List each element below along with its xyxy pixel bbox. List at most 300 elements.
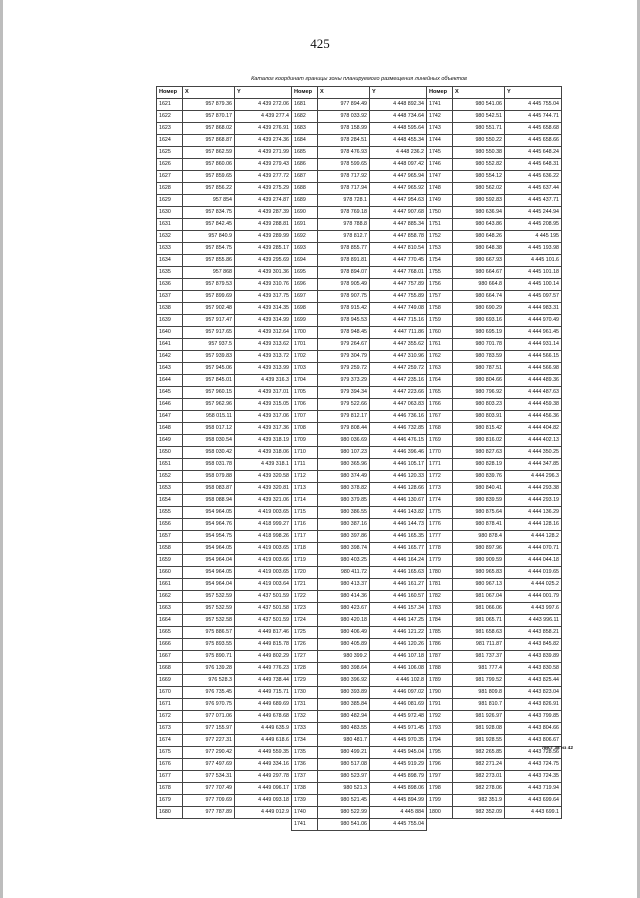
table-row-extra: [157, 819, 562, 831]
y-coordinate: 4 449 817.46: [235, 627, 292, 639]
point-number: 1706: [292, 399, 318, 411]
x-coordinate: 980 541.06: [453, 99, 505, 111]
y-coordinate: 4 447 954.63: [370, 195, 427, 207]
y-coordinate: 4 444 961.45: [505, 327, 562, 339]
y-coordinate: 4 443 823.04: [505, 687, 562, 699]
y-coordinate: 4 444 128.2: [505, 531, 562, 543]
x-coordinate: 957 840.9: [183, 231, 235, 243]
x-coordinate: 978 284.51: [318, 135, 370, 147]
point-number: 1744: [427, 135, 453, 147]
x-coordinate: 957 860.06: [183, 159, 235, 171]
y-coordinate: 4 447 259.72: [370, 363, 427, 375]
x-coordinate: 978 599.65: [318, 159, 370, 171]
y-coordinate: 4 449 815.78: [235, 639, 292, 651]
y-coordinate: 4 443 728.56: [505, 747, 562, 759]
point-number: 1716: [292, 519, 318, 531]
point-number: 1785: [427, 627, 453, 639]
x-coordinate: 980 783.59: [453, 351, 505, 363]
point-number: 1649: [157, 435, 183, 447]
point-number: 1641: [157, 339, 183, 351]
point-number: 1745: [427, 147, 453, 159]
x-coordinate: 979 264.67: [318, 339, 370, 351]
x-coordinate: 980 378.82: [318, 483, 370, 495]
x-coordinate: 981 777.4: [453, 663, 505, 675]
point-number: 1782: [427, 591, 453, 603]
point-number: 1752: [427, 231, 453, 243]
point-number: 1666: [157, 639, 183, 651]
point-number: 1700: [292, 327, 318, 339]
x-coordinate: 980 396.92: [318, 675, 370, 687]
x-coordinate: 980 796.92: [453, 387, 505, 399]
x-coordinate: 957 868.02: [183, 123, 235, 135]
x-coordinate: 982 273.01: [453, 771, 505, 783]
table-row: [157, 315, 562, 327]
point-number: 1667: [157, 651, 183, 663]
point-number: 1662: [157, 591, 183, 603]
point-number: 1768: [427, 423, 453, 435]
y-coordinate: 4 446 120.26: [370, 639, 427, 651]
x-coordinate: 958 030.42: [183, 447, 235, 459]
y-coordinate: 4 446 157.34: [370, 603, 427, 615]
table-row: [157, 375, 562, 387]
x-coordinate: 958 015.11: [183, 411, 235, 423]
point-number: 1775: [427, 507, 453, 519]
point-number: 1727: [292, 651, 318, 663]
y-coordinate: 4 444 350.25: [505, 447, 562, 459]
header-number: Номер: [292, 87, 318, 99]
y-coordinate: 4 444 931.14: [505, 339, 562, 351]
point-number: 1718: [292, 543, 318, 555]
point-number: 1694: [292, 255, 318, 267]
point-number: 1771: [427, 459, 453, 471]
y-coordinate: 4 446 107.18: [370, 651, 427, 663]
x-coordinate: 954 964.05: [183, 543, 235, 555]
point-number: 1693: [292, 243, 318, 255]
y-coordinate: 4 445 195: [505, 231, 562, 243]
x-coordinate: 975 890.71: [183, 651, 235, 663]
point-number: 1621: [157, 99, 183, 111]
x-coordinate: 980 482.94: [318, 711, 370, 723]
y-coordinate: 4 444 025.2: [505, 579, 562, 591]
x-coordinate: 980 386.55: [318, 507, 370, 519]
x-coordinate: 957 962.96: [183, 399, 235, 411]
y-coordinate: 4 444 404.82: [505, 423, 562, 435]
point-number: 1654: [157, 495, 183, 507]
empty-cell: [427, 819, 453, 831]
x-coordinate: 980 517.08: [318, 759, 370, 771]
point-number: 1630: [157, 207, 183, 219]
y-coordinate: 4 448 892.34: [370, 99, 427, 111]
y-coordinate: 4 439 320.58: [235, 471, 292, 483]
x-coordinate: 980 522.99: [318, 807, 370, 819]
y-coordinate: 4 444 293.38: [505, 483, 562, 495]
point-number: 1624: [157, 135, 183, 147]
x-coordinate: 957 960.15: [183, 387, 235, 399]
point-number: 1743: [427, 123, 453, 135]
point-number: 1708: [292, 423, 318, 435]
table-row: [157, 351, 562, 363]
y-coordinate: 4 419 003.64: [235, 579, 292, 591]
table-row: [157, 531, 562, 543]
x-coordinate: 980 562.02: [453, 183, 505, 195]
x-coordinate: 980 690.29: [453, 303, 505, 315]
point-number: 1719: [292, 555, 318, 567]
y-coordinate: 4 443 699.64: [505, 795, 562, 807]
table-row: [157, 807, 562, 819]
x-coordinate: 976 970.75: [183, 699, 235, 711]
point-number: 1638: [157, 303, 183, 315]
point-number: 1758: [427, 303, 453, 315]
point-number: 1683: [292, 123, 318, 135]
table-row: [157, 591, 562, 603]
x-coordinate: 977 497.69: [183, 759, 235, 771]
point-number: 1661: [157, 579, 183, 591]
y-coordinate: 4 443 839.89: [505, 651, 562, 663]
y-coordinate: 4 446 120.33: [370, 471, 427, 483]
point-number: 1714: [292, 495, 318, 507]
point-number: 1766: [427, 399, 453, 411]
table-row: [157, 135, 562, 147]
y-coordinate: 4 448 097.42: [370, 159, 427, 171]
point-number: 1737: [292, 771, 318, 783]
point-number: 1665: [157, 627, 183, 639]
x-coordinate: 957 859.65: [183, 171, 235, 183]
y-coordinate: 4 444 456.36: [505, 411, 562, 423]
y-coordinate: 4 419 003.65: [235, 507, 292, 519]
point-number: 1759: [427, 315, 453, 327]
y-coordinate: 4 447 235.16: [370, 375, 427, 387]
y-coordinate: 4 418 999.27: [235, 519, 292, 531]
y-coordinate: 4 447 810.54: [370, 243, 427, 255]
y-coordinate: 4 439 277.72: [235, 171, 292, 183]
y-coordinate: 4 439 317.36: [235, 423, 292, 435]
point-number: 1741: [427, 99, 453, 111]
x-coordinate: 977 227.31: [183, 735, 235, 747]
y-coordinate: 4 446 396.46: [370, 447, 427, 459]
header-number: Номер: [157, 87, 183, 99]
table-row: [157, 459, 562, 471]
y-coordinate: 4 439 277.4: [235, 111, 292, 123]
table-row: [157, 447, 562, 459]
y-coordinate: 4 439 313.72: [235, 351, 292, 363]
table-row: [157, 267, 562, 279]
x-coordinate: 977 290.42: [183, 747, 235, 759]
y-coordinate: 4 445 971.45: [370, 723, 427, 735]
x-coordinate: 977 787.89: [183, 807, 235, 819]
table-row: [157, 411, 562, 423]
x-coordinate: 978 948.45: [318, 327, 370, 339]
x-coordinate: 980 399.2: [318, 651, 370, 663]
y-coordinate: 4 439 317.01: [235, 387, 292, 399]
point-number: 1747: [427, 171, 453, 183]
x-coordinate: 954 964.76: [183, 519, 235, 531]
point-number: 1749: [427, 195, 453, 207]
x-coordinate: 978 158.99: [318, 123, 370, 135]
point-number: 1741: [292, 819, 318, 831]
point-number: 1724: [292, 615, 318, 627]
point-number: 1753: [427, 243, 453, 255]
x-coordinate: 978 717.94: [318, 183, 370, 195]
point-number: 1676: [157, 759, 183, 771]
point-number: 1696: [292, 279, 318, 291]
point-number: 1697: [292, 291, 318, 303]
x-coordinate: 980 878.41: [453, 519, 505, 531]
point-number: 1671: [157, 699, 183, 711]
table-row: [157, 699, 562, 711]
x-coordinate: 980 481.7: [318, 735, 370, 747]
table-row: [157, 243, 562, 255]
point-number: 1798: [427, 783, 453, 795]
x-coordinate: 958 079.88: [183, 471, 235, 483]
point-number: 1793: [427, 723, 453, 735]
point-number: 1765: [427, 387, 453, 399]
x-coordinate: 980 521.45: [318, 795, 370, 807]
x-coordinate: 957 532.59: [183, 603, 235, 615]
x-coordinate: 979 259.72: [318, 363, 370, 375]
header-number: Номер: [427, 87, 453, 99]
point-number: 1787: [427, 651, 453, 663]
x-coordinate: 980 398.74: [318, 543, 370, 555]
y-coordinate: 4 443 845.82: [505, 639, 562, 651]
point-number: 1726: [292, 639, 318, 651]
table-row: [157, 651, 562, 663]
x-coordinate: 980 643.86: [453, 219, 505, 231]
y-coordinate: 4 443 997.6: [505, 603, 562, 615]
point-number: 1731: [292, 699, 318, 711]
x-coordinate: 957 868: [183, 267, 235, 279]
y-coordinate: 4 444 402.13: [505, 435, 562, 447]
empty-cell: [235, 819, 292, 831]
page-number: 425: [310, 36, 330, 51]
point-number: 1715: [292, 507, 318, 519]
point-number: 1705: [292, 387, 318, 399]
y-coordinate: 4 447 907.68: [370, 207, 427, 219]
y-coordinate: 4 444 296.3: [505, 471, 562, 483]
empty-cell: [183, 819, 235, 831]
table-row: [157, 111, 562, 123]
point-number: 1769: [427, 435, 453, 447]
point-number: 1739: [292, 795, 318, 807]
y-coordinate: 4 445 648.31: [505, 159, 562, 171]
point-number: 1778: [427, 543, 453, 555]
point-number: 1789: [427, 675, 453, 687]
y-coordinate: 4 447 749.08: [370, 303, 427, 315]
x-coordinate: 954 964.04: [183, 555, 235, 567]
y-coordinate: 4 446 736.16: [370, 411, 427, 423]
x-coordinate: 980 423.67: [318, 603, 370, 615]
point-number: 1643: [157, 363, 183, 375]
empty-cell: [453, 819, 505, 831]
point-number: 1712: [292, 471, 318, 483]
x-coordinate: 980 701.78: [453, 339, 505, 351]
x-coordinate: 981 810.7: [453, 699, 505, 711]
point-number: 1692: [292, 231, 318, 243]
table-row: [157, 471, 562, 483]
point-number: 1777: [427, 531, 453, 543]
point-number: 1635: [157, 267, 183, 279]
point-number: 1721: [292, 579, 318, 591]
y-coordinate: 4 447 757.89: [370, 279, 427, 291]
point-number: 1761: [427, 339, 453, 351]
point-number: 1646: [157, 399, 183, 411]
x-coordinate: 975 886.57: [183, 627, 235, 639]
point-number: 1792: [427, 711, 453, 723]
x-coordinate: 957 870.17: [183, 111, 235, 123]
table-row: [157, 555, 562, 567]
x-coordinate: 980 483.55: [318, 723, 370, 735]
x-coordinate: 980 365.96: [318, 459, 370, 471]
header-y: Y: [235, 87, 292, 99]
header-x: X: [318, 87, 370, 99]
x-coordinate: 979 522.66: [318, 399, 370, 411]
x-coordinate: 980 541.06: [318, 819, 370, 831]
point-number: 1627: [157, 171, 183, 183]
y-coordinate: 4 446 143.82: [370, 507, 427, 519]
x-coordinate: 980 385.84: [318, 699, 370, 711]
point-number: 1746: [427, 159, 453, 171]
point-number: 1645: [157, 387, 183, 399]
y-coordinate: 4 446 081.69: [370, 699, 427, 711]
x-coordinate: 978 788.8: [318, 219, 370, 231]
point-number: 1655: [157, 507, 183, 519]
table-row: [157, 399, 562, 411]
x-coordinate: 982 352.09: [453, 807, 505, 819]
y-coordinate: 4 439 289.99: [235, 231, 292, 243]
x-coordinate: 977 707.49: [183, 783, 235, 795]
y-coordinate: 4 448 595.64: [370, 123, 427, 135]
point-number: 1723: [292, 603, 318, 615]
table-row: [157, 771, 562, 783]
y-coordinate: 4 447 885.34: [370, 219, 427, 231]
y-coordinate: 4 419 003.66: [235, 555, 292, 567]
y-coordinate: 4 445 945.04: [370, 747, 427, 759]
table-row: [157, 171, 562, 183]
x-coordinate: 978 728.1: [318, 195, 370, 207]
point-number: 1800: [427, 807, 453, 819]
point-number: 1695: [292, 267, 318, 279]
y-coordinate: 4 445 658.68: [505, 123, 562, 135]
x-coordinate: 978 907.75: [318, 291, 370, 303]
x-coordinate: 980 413.37: [318, 579, 370, 591]
y-coordinate: 4 439 313.99: [235, 363, 292, 375]
y-coordinate: 4 439 320.81: [235, 483, 292, 495]
y-coordinate: 4 447 768.01: [370, 267, 427, 279]
y-coordinate: 4 447 715.16: [370, 315, 427, 327]
y-coordinate: 4 446 121.22: [370, 627, 427, 639]
table-row: [157, 279, 562, 291]
y-coordinate: 4 418 998.26: [235, 531, 292, 543]
x-coordinate: 980 550.38: [453, 147, 505, 159]
point-number: 1799: [427, 795, 453, 807]
x-coordinate: 980 554.12: [453, 171, 505, 183]
x-coordinate: 977 155.97: [183, 723, 235, 735]
point-number: 1730: [292, 687, 318, 699]
table-row: [157, 255, 562, 267]
y-coordinate: 4 445 208.95: [505, 219, 562, 231]
y-coordinate: 4 444 983.31: [505, 303, 562, 315]
x-coordinate: 957 937.5: [183, 339, 235, 351]
y-coordinate: 4 439 274.87: [235, 195, 292, 207]
point-number: 1772: [427, 471, 453, 483]
y-coordinate: 4 445 648.24: [505, 147, 562, 159]
x-coordinate: 980 648.26: [453, 231, 505, 243]
table-row: [157, 195, 562, 207]
y-coordinate: 4 449 776.23: [235, 663, 292, 675]
y-coordinate: 4 443 826.91: [505, 699, 562, 711]
table-row: [157, 387, 562, 399]
x-coordinate: 957 879.36: [183, 99, 235, 111]
x-coordinate: 980 523.97: [318, 771, 370, 783]
table-row: [157, 603, 562, 615]
y-coordinate: 4 446 160.57: [370, 591, 427, 603]
point-number: 1658: [157, 543, 183, 555]
point-number: 1701: [292, 339, 318, 351]
x-coordinate: 957 879.53: [183, 279, 235, 291]
y-coordinate: 4 448 734.64: [370, 111, 427, 123]
sheet-info: лист 38 из 42: [542, 746, 574, 751]
x-coordinate: 979 812.17: [318, 411, 370, 423]
y-coordinate: 4 446 102.8: [370, 675, 427, 687]
x-coordinate: 978 717.92: [318, 171, 370, 183]
point-number: 1776: [427, 519, 453, 531]
y-coordinate: 4 444 044.18: [505, 555, 562, 567]
point-number: 1656: [157, 519, 183, 531]
point-number: 1699: [292, 315, 318, 327]
x-coordinate: 976 139.28: [183, 663, 235, 675]
y-coordinate: 4 439 271.99: [235, 147, 292, 159]
table-row: [157, 303, 562, 315]
y-coordinate: 4 449 618.6: [235, 735, 292, 747]
table-row: [157, 519, 562, 531]
point-number: 1626: [157, 159, 183, 171]
x-coordinate: 980 592.83: [453, 195, 505, 207]
table-caption: Каталог координат границы зоны планируемого размещения линейных объектов: [251, 76, 467, 82]
x-coordinate: 980 550.22: [453, 135, 505, 147]
point-number: 1710: [292, 447, 318, 459]
table-row: [157, 735, 562, 747]
y-coordinate: 4 444 019.65: [505, 567, 562, 579]
y-coordinate: 4 439 321.06: [235, 495, 292, 507]
point-number: 1651: [157, 459, 183, 471]
y-coordinate: 4 446 165.77: [370, 543, 427, 555]
x-coordinate: 957 834.75: [183, 207, 235, 219]
x-coordinate: 981 658.63: [453, 627, 505, 639]
point-number: 1684: [292, 135, 318, 147]
x-coordinate: 958 031.78: [183, 459, 235, 471]
point-number: 1784: [427, 615, 453, 627]
table-row: [157, 123, 562, 135]
y-coordinate: 4 443 804.66: [505, 723, 562, 735]
point-number: 1680: [157, 807, 183, 819]
header-x: X: [453, 87, 505, 99]
table-header-row: [157, 87, 562, 99]
table-row: [157, 567, 562, 579]
table-row: [157, 99, 562, 111]
y-coordinate: 4 439 279.43: [235, 159, 292, 171]
point-number: 1773: [427, 483, 453, 495]
point-number: 1652: [157, 471, 183, 483]
point-number: 1748: [427, 183, 453, 195]
x-coordinate: 980 664.74: [453, 291, 505, 303]
x-coordinate: 980 827.63: [453, 447, 505, 459]
y-coordinate: 4 444 136.29: [505, 507, 562, 519]
x-coordinate: 980 387.16: [318, 519, 370, 531]
x-coordinate: 980 965.83: [453, 567, 505, 579]
point-number: 1631: [157, 219, 183, 231]
x-coordinate: 954 954.75: [183, 531, 235, 543]
point-number: 1650: [157, 447, 183, 459]
point-number: 1633: [157, 243, 183, 255]
